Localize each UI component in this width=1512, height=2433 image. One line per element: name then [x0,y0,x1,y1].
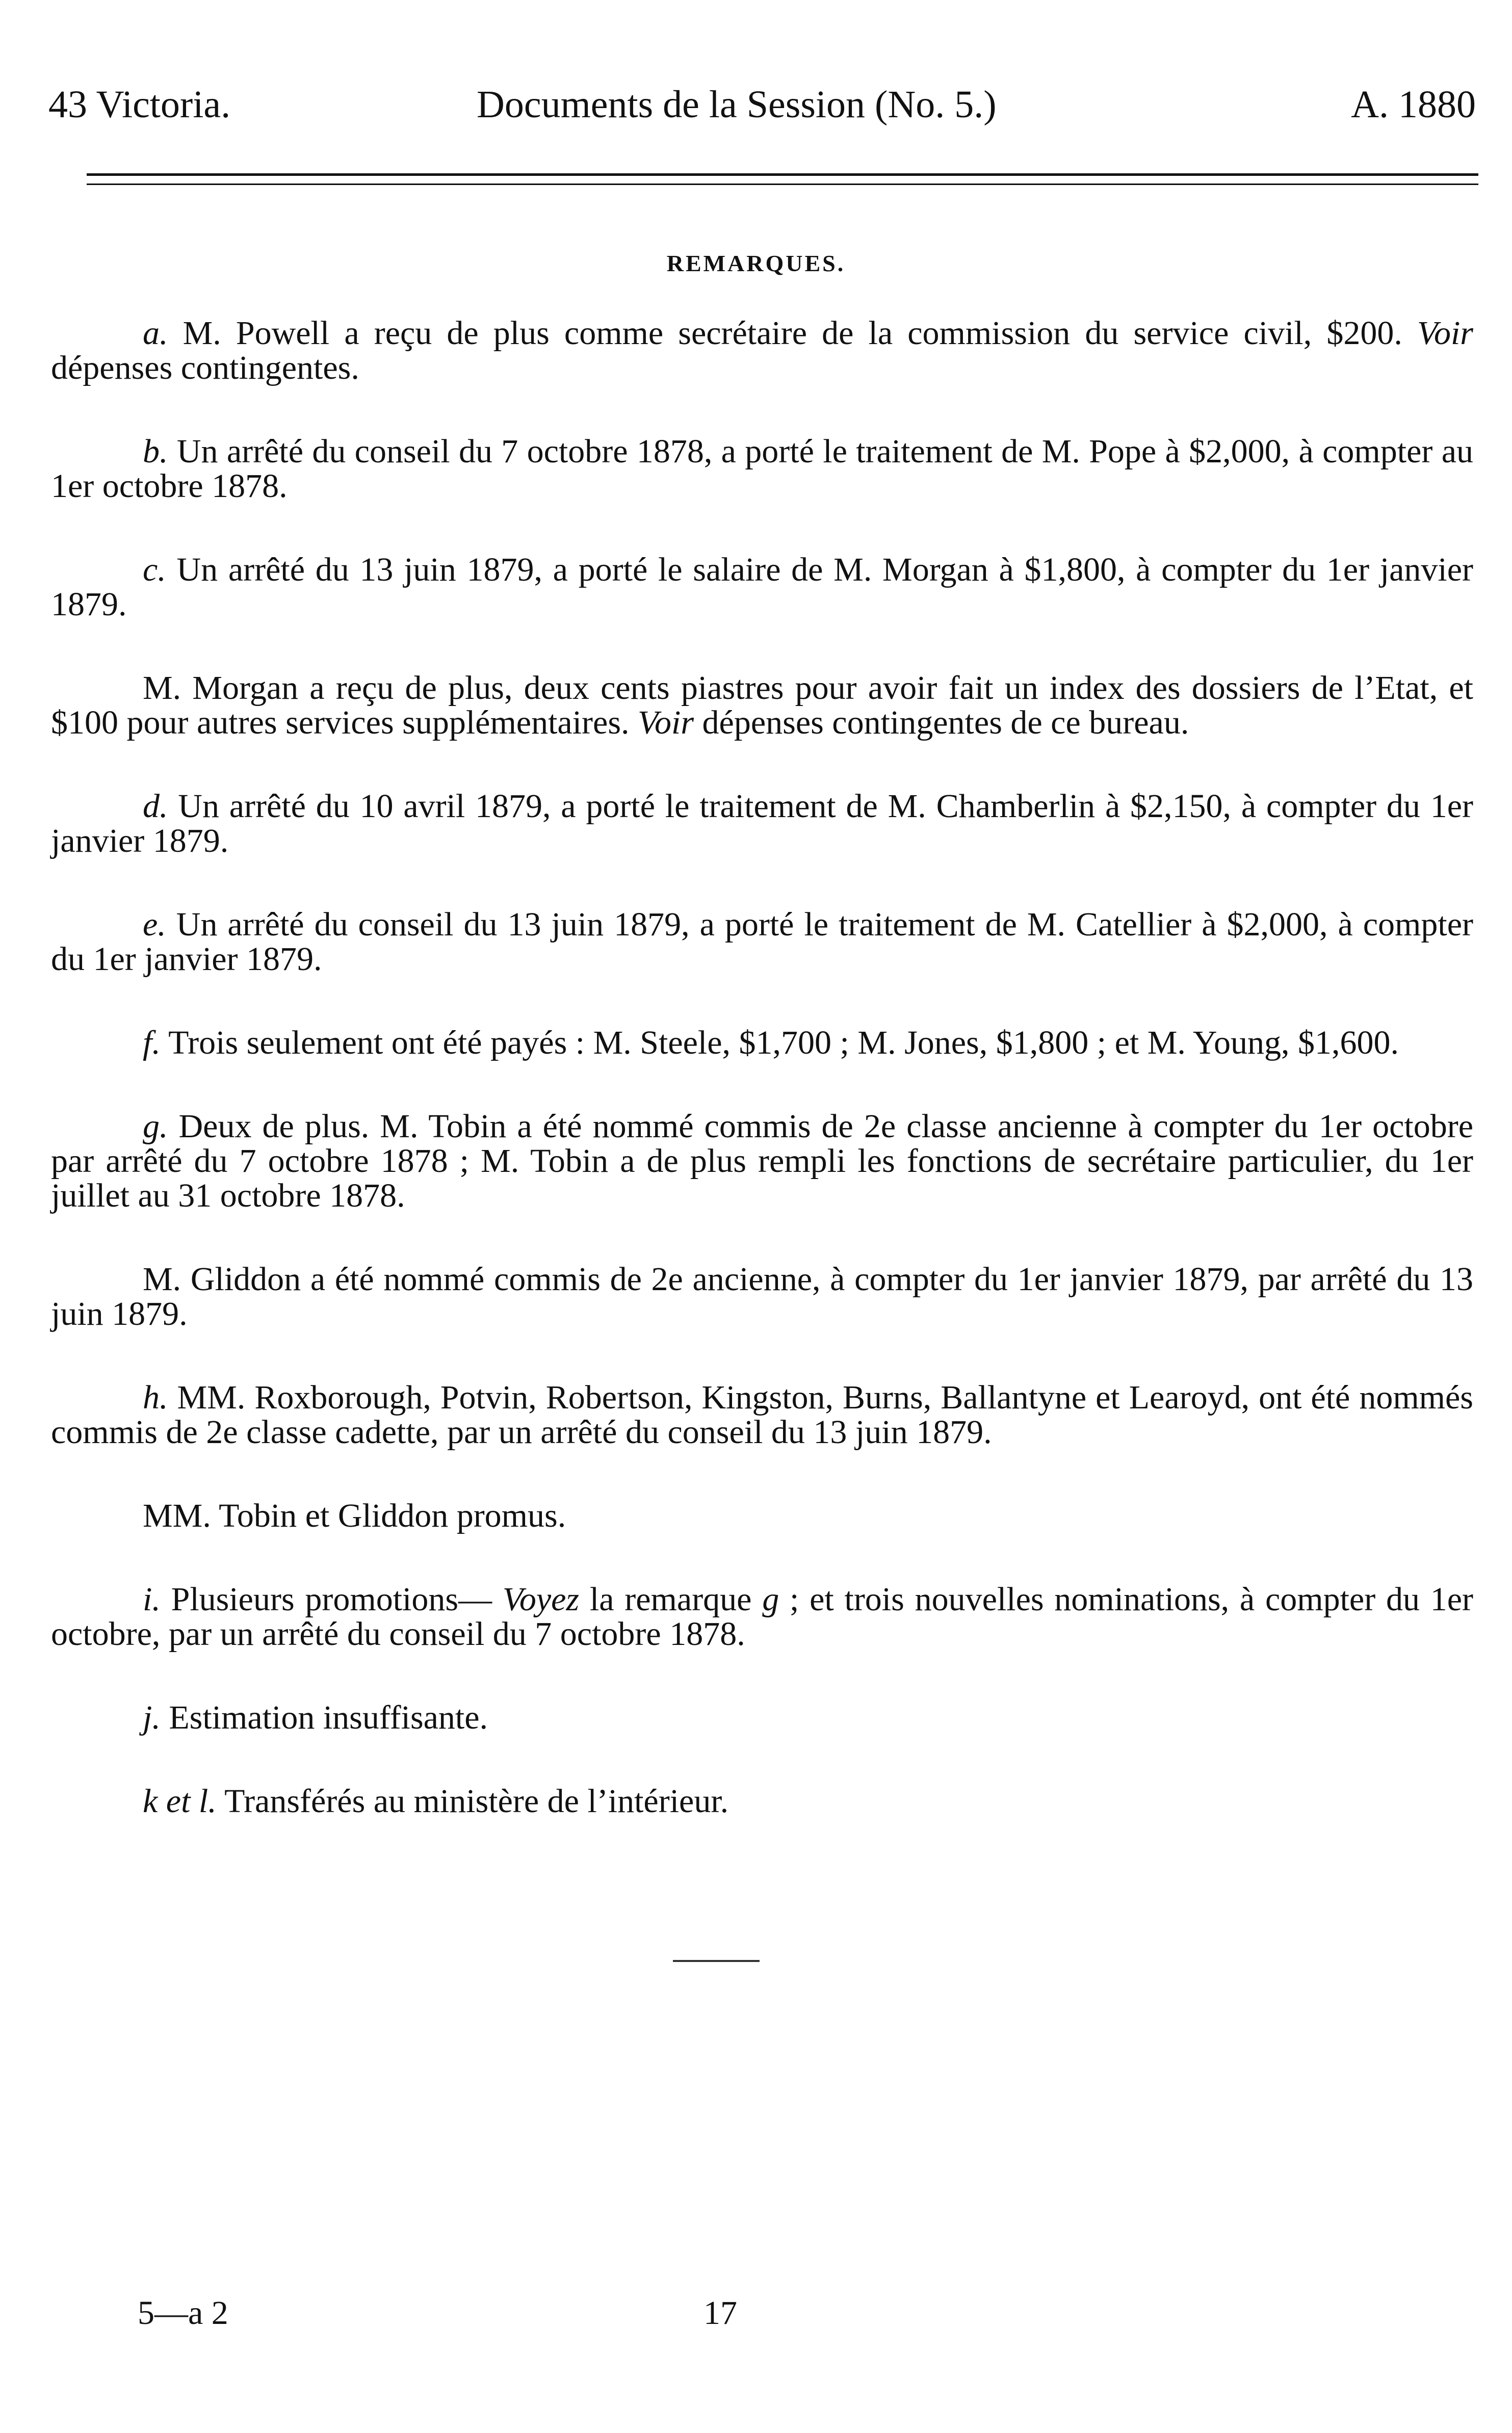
remark-text: dépenses contingentes. [51,349,359,386]
remark-text: Plusieurs promotions— [160,1581,503,1618]
remark-paragraph [51,789,1473,858]
remark-text: Un arrêté du conseil du 13 juin 1879, a porté le traitement de M. Catellier à $2,000, à compter du 1er janvier 1879. [51,906,1473,978]
remark-paragraph [51,1380,1473,1450]
remark-paragraph [51,1499,1473,1533]
remark-paragraph [51,1582,1473,1652]
remark-text: MM. Tobin et Gliddon promus. [143,1497,566,1534]
remark-text: M. Powell a reçu de plus comme secrétaire de la commission du service civil, $200. [168,315,1417,352]
remark-label: b. [143,433,168,470]
remark-text: la remarque [579,1581,763,1618]
header-volume: 43 Victoria. [48,83,231,126]
remark-label: k et l. [143,1783,217,1820]
page-number: 17 [703,2294,737,2332]
remark-text: Voir [638,704,694,741]
remark-text: dépenses contingentes de ce bureau. [694,704,1189,741]
remark-label: f. [143,1024,161,1061]
header-year: A. 1880 [1351,83,1476,126]
header-rule-thin [87,184,1478,185]
remark-text: g [762,1581,779,1618]
remark-label: i. [143,1581,161,1618]
end-rule [673,1960,760,1962]
remark-paragraph [51,1026,1473,1060]
remark-label: e. [143,906,166,943]
remark-paragraph [51,316,1473,385]
remark-label: a. [143,315,168,352]
remark-text: Deux de plus. M. Tobin a été nommé commis de 2e classe ancienne à compter du 1er octobre par arrêté du 7 octobre 1878 ; M. Tobin a de plus rempli les fonctions de secrétaire particulier, du 1er juillet au 31 octobre 1878. [51,1108,1473,1214]
remark-text: Un arrêté du conseil du 7 octobre 1878, a porté le traitement de M. Pope à $2,000, à compter au 1er octobre 1878. [51,433,1473,505]
remark-label: j. [143,1699,161,1736]
remark-label: c. [143,551,166,588]
remark-paragraph [51,671,1473,740]
remark-paragraph [51,907,1473,977]
remark-text: M. Morgan a reçu de plus, deux cents piastres pour avoir fait un index des dossiers de l’Etat, et $100 pour autres services supplémentaires. [51,669,1473,741]
remark-paragraph [51,553,1473,622]
running-header [48,76,1476,133]
remark-text: Voir [1417,315,1473,352]
remark-text: Un arrêté du 10 avril 1879, a porté le traitement de M. Chamberlin à $2,150, à compter du 1er janvier 1879. [51,788,1473,859]
header-rule [87,173,1478,176]
remark-text: Estimation insuffisante. [160,1699,488,1736]
remark-label: h. [143,1379,168,1416]
remark-text: Transférés au ministère de l’intérieur. [216,1783,729,1820]
remark-paragraph [51,1262,1473,1331]
remark-text: Trois seulement ont été payés : M. Steele, $1,700 ; M. Jones, $1,800 ; et M. Young, $1,600. [160,1024,1399,1061]
footer-signature: 5—a 2 [138,2294,228,2332]
header-title: Documents de la Session (No. 5.) [477,83,997,126]
remark-label: g. [143,1108,168,1145]
remark-text: MM. Roxborough, Potvin, Robertson, Kingston, Burns, Ballantyne et Learoyd, ont été nommés commis de 2e classe cadette, par un arrêté du conseil du 13 juin 1879. [51,1379,1473,1451]
remark-paragraph [51,1784,1473,1819]
remark-text: Voyez [502,1581,580,1618]
remark-text: M. Gliddon a été nommé commis de 2e ancienne, à compter du 1er janvier 1879, par arrêté du 13 juin 1879. [51,1261,1473,1332]
remark-text: Un arrêté du 13 juin 1879, a porté le salaire de M. Morgan à $1,800, à compter du 1er janvier 1879. [51,551,1473,623]
remarks-body [51,316,1473,1868]
section-title: REMARQUES. [666,250,846,276]
remark-text: ; et trois nouvelles nominations, à compter du 1er octobre, par un arrêté du conseil du 7 octobre 1878. [51,1581,1473,1653]
remark-paragraph [51,1109,1473,1213]
remark-label: d. [143,788,168,825]
remark-paragraph [51,434,1473,504]
remark-paragraph [51,1701,1473,1735]
